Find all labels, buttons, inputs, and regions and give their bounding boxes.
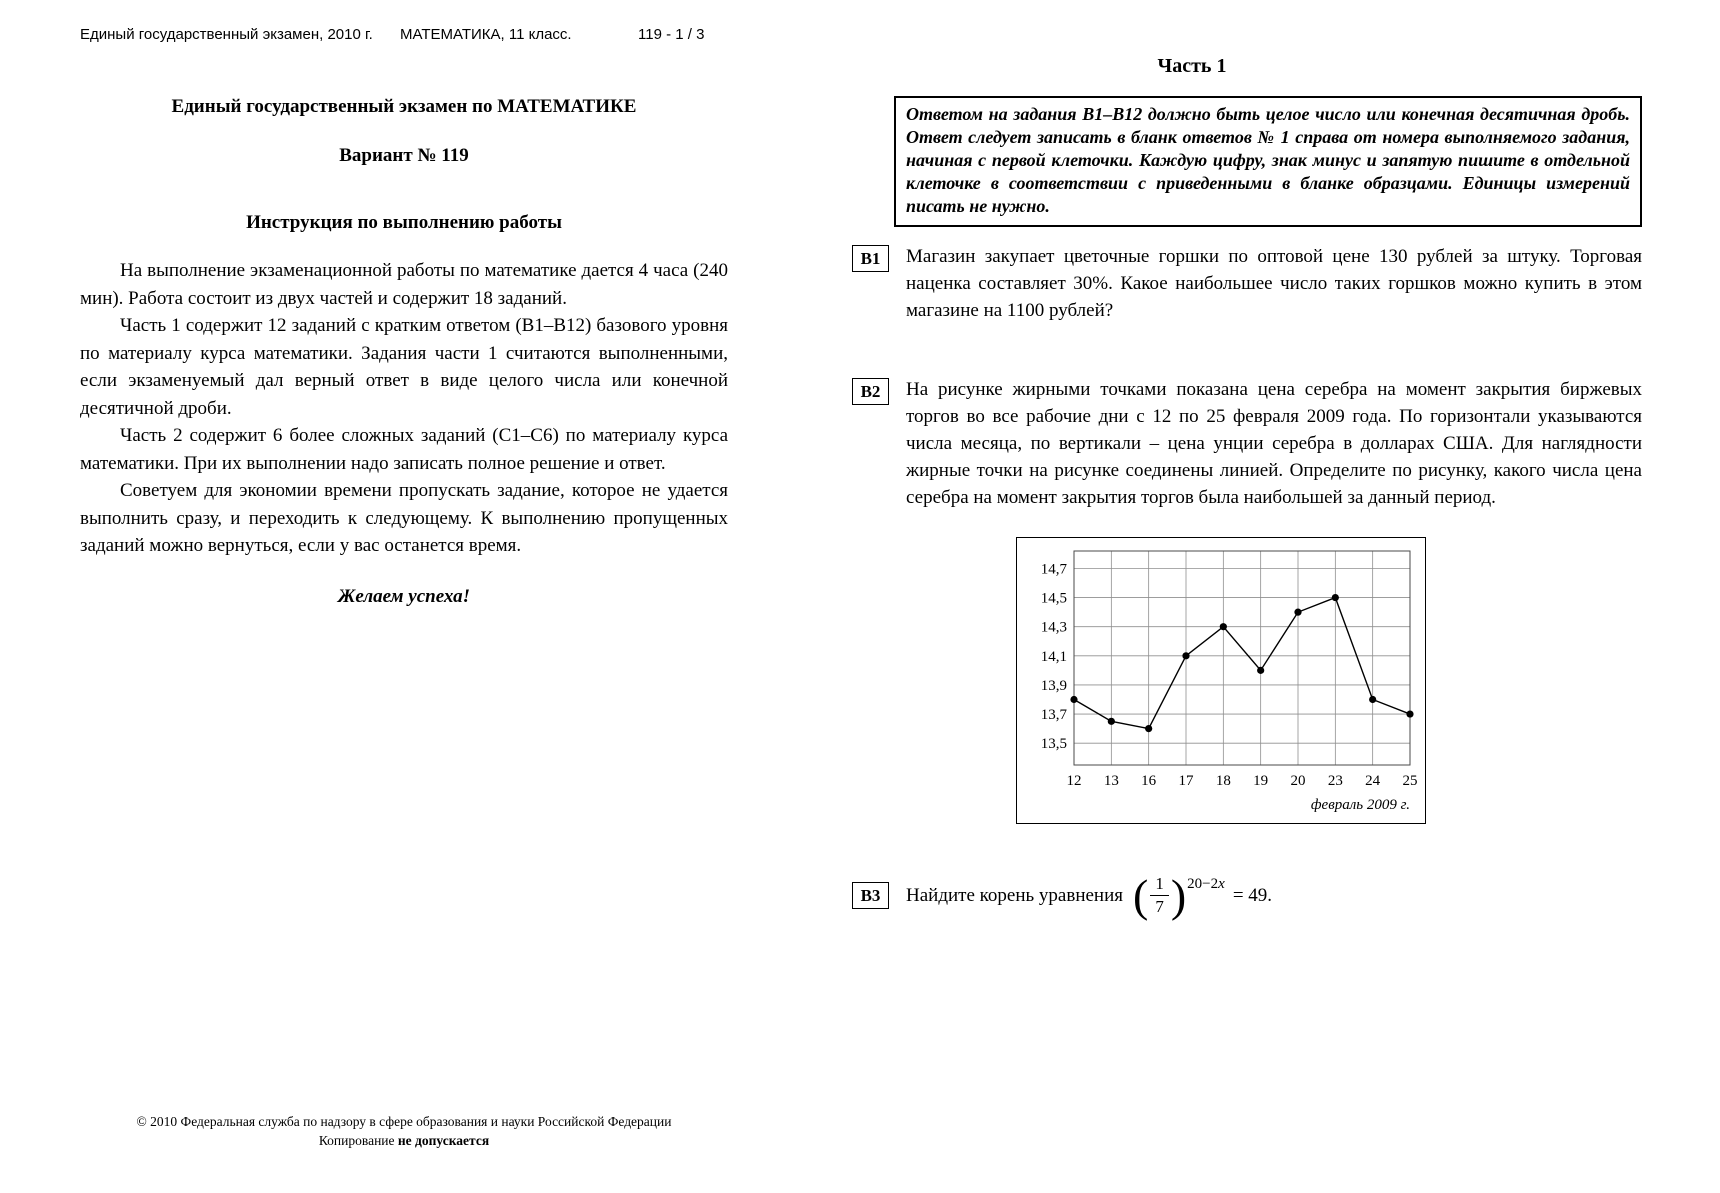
silver-price-chart-svg	[1017, 538, 1424, 823]
price-point	[1369, 696, 1376, 703]
chart-caption: февраль 2009 г.	[1310, 797, 1410, 813]
right-column	[852, 55, 1642, 922]
task-b2-label: В2	[852, 378, 889, 405]
price-point	[1294, 609, 1301, 616]
y-tick-label: 13,5	[1040, 736, 1067, 753]
close-paren: )	[1170, 870, 1187, 922]
x-tick-label: 12	[1066, 773, 1082, 789]
x-tick-label: 16	[1141, 773, 1157, 789]
y-tick-label: 14,5	[1040, 590, 1067, 607]
page-footer	[80, 1112, 728, 1150]
x-tick-label: 17	[1178, 773, 1194, 789]
fraction	[1150, 874, 1169, 918]
exam-title: Единый государственный экзамен по МАТЕМАТИКЕ	[171, 96, 637, 117]
x-tick-label: 13	[1103, 773, 1119, 789]
task-b2-body	[906, 376, 1642, 824]
price-point	[1257, 667, 1264, 674]
footer-warning-bold: не допускается	[397, 1133, 490, 1148]
variant-number: Вариант № 119	[339, 145, 469, 166]
price-point	[1182, 652, 1189, 659]
task-b3	[852, 870, 1642, 922]
x-tick-label: 25	[1402, 773, 1418, 789]
task-b1	[852, 243, 1642, 324]
running-header	[0, 26, 1720, 46]
instruction-paragraph-2: Часть 1 содержит 12 заданий с кратким ответом (В1–В12) базового уровня по материалу курса математики. Задания части 1 считаются выполненными, если экзаменуемый дал верный ответ в виде целого числа или конечной десятичной дроби.	[80, 315, 728, 419]
price-line	[1074, 598, 1410, 729]
fraction-denominator: 7	[1155, 897, 1164, 917]
y-tick-label: 14,7	[1040, 561, 1067, 578]
header-page-number: 119 - 1 / 3	[638, 26, 705, 43]
y-tick-label: 14,3	[1040, 619, 1067, 636]
instruction-heading: Инструкция по выполнению работы	[246, 212, 562, 233]
fraction-numerator: 1	[1150, 874, 1169, 896]
x-tick-label: 23	[1327, 773, 1343, 789]
instruction-paragraph-1: На выполнение экзаменационной работы по математике дается 4 часа (240 мин). Работа состоит из двух частей и содержит 18 заданий.	[80, 260, 728, 309]
instruction-paragraph-4: Советуем для экономии времени пропускать задание, которое не удается выполнить сразу, и переходить к следующему. К выполнению пропущенных заданий можно вернуться, если у вас останется время.	[80, 480, 728, 556]
header-subject: МАТЕМАТИКА, 11 класс.	[400, 26, 572, 43]
price-point	[1220, 623, 1227, 630]
footer-copyright: © 2010 Федеральная служба по надзору в сфере образования и науки Российской Федерации	[136, 1114, 672, 1129]
price-point	[1406, 710, 1413, 717]
footer-warning	[80, 1131, 728, 1150]
price-point	[1070, 696, 1077, 703]
instruction-paragraph-3: Часть 2 содержит 6 более сложных заданий (С1–С6) по материалу курса математики. При их выполнении надо записать полное решение и ответ.	[80, 425, 728, 474]
answer-format-notice: Ответом на задания В1–В12 должно быть целое число или конечная десятичная дробь. Ответ следует записать в бланк ответов № 1 справа от номера выполняемого задания, начиная с первой клеточки. Каждую цифру, знак минус и запятую пишите в отдельной клеточке в соответствии с приведенными в бланке образцами. Единицы измерений писать не нужно.	[894, 96, 1642, 227]
y-tick-label: 14,1	[1040, 648, 1067, 665]
x-tick-label: 24	[1365, 773, 1381, 789]
footer-warning-prefix: Копирование	[318, 1133, 398, 1148]
left-column	[80, 96, 728, 608]
success-wish: Желаем успеха!	[337, 585, 471, 607]
task-b2-text: На рисунке жирными точками показана цена серебра на момент закрытия биржевых торгов во все рабочие дни с 12 по 25 февраля 2009 года. По горизонтали указываются числа месяца, по вертикали – цена унции серебра в долларах США. Для наглядности жирные точки на рисунке соединены линией. Определите по рисунку, какого числа цена серебра на момент закрытия торгов была наибольшей за данный период.	[906, 379, 1642, 508]
header-exam-name: Единый государственный экзамен, 2010 г.	[80, 26, 373, 43]
part-heading: Часть 1	[1157, 55, 1227, 77]
equation-rhs: = 49.	[1232, 885, 1273, 907]
y-tick-label: 13,7	[1040, 707, 1067, 724]
task-b2	[852, 376, 1642, 824]
x-tick-label: 19	[1253, 773, 1269, 789]
plot-border	[1074, 551, 1410, 765]
instruction-paragraphs	[80, 257, 728, 560]
x-tick-label: 20	[1290, 773, 1306, 789]
price-point	[1332, 594, 1339, 601]
task-b1-text: Магазин закупает цветочные горшки по оптовой цене 130 рублей за штуку. Торговая наценка составляет 30%. Какое наибольшее число таких горшков можно купить в этом магазине на 1100 рублей?	[906, 246, 1642, 321]
open-paren: (	[1133, 870, 1149, 922]
exponent-coefficient: 20−2	[1187, 876, 1219, 892]
task-b3-prompt: Найдите корень уравнения	[906, 885, 1124, 907]
silver-price-chart	[1016, 537, 1426, 824]
task-b3-label: В3	[852, 882, 889, 909]
task-b1-label: В1	[852, 245, 889, 272]
price-point	[1145, 725, 1152, 732]
x-tick-label: 18	[1215, 773, 1231, 789]
task-b1-body	[906, 243, 1642, 324]
exponent	[1187, 871, 1225, 898]
exponent-variable: x	[1218, 876, 1225, 892]
task-b3-text	[906, 870, 1273, 922]
y-tick-label: 13,9	[1040, 677, 1067, 694]
b3-equation	[1133, 870, 1273, 922]
price-point	[1108, 718, 1115, 725]
